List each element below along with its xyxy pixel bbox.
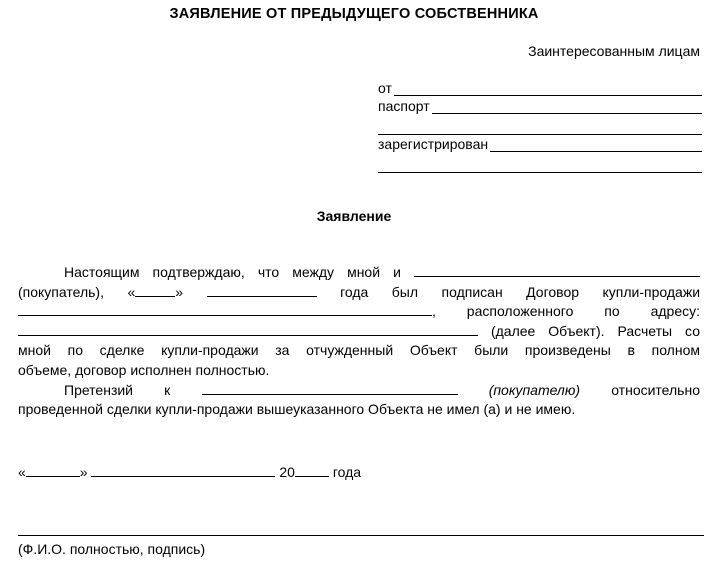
object-description-blank[interactable] [18,303,432,316]
registered-extra-blank[interactable] [378,159,702,173]
passport-extra-blank[interactable] [378,121,702,135]
date-year-blank[interactable] [295,464,329,477]
buyer-name-blank[interactable] [414,264,700,277]
body-line-7: Претензий к (покупателю) относительно [64,381,700,398]
object-address-blank[interactable] [18,323,478,336]
passport-field [378,96,702,114]
contract-day-blank[interactable] [135,284,175,297]
body-line-6: объеме, договор исполнен полностью. [18,361,270,378]
body-line-3: , расположенного по адресу: [18,302,700,322]
registered-field [378,134,702,152]
registered-blank[interactable] [490,138,702,152]
from-blank[interactable] [394,82,702,96]
signature-line[interactable] [18,535,704,536]
body-line-5: мной по сделке купли-продажи за отчужденный Объект были произведены в полном [18,342,700,359]
contract-month-blank[interactable] [207,284,317,297]
body-line-4: (далее Объект). Расчеты со [18,322,700,342]
from-label: от [378,80,392,96]
date-line: « » 20 года [18,464,362,480]
passport-blank[interactable] [432,100,702,114]
date-day-blank[interactable] [26,464,80,477]
statement-heading: Заявление [316,208,392,224]
body-line-8: проведенной сделки купли-продажи вышеуказанного Объекта не имел (а) и не имею. [18,401,576,418]
date-month-blank[interactable] [91,464,275,477]
passport-extra-field [378,117,702,135]
from-field [378,78,702,96]
signature-caption: (Ф.И.О. полностью, подпись) [18,541,206,557]
registered-label: зарегистрирован [378,136,489,152]
claim-buyer-blank[interactable] [202,382,458,395]
passport-label: паспорт [378,98,430,114]
statement-body [18,263,700,420]
registered-extra-field [378,155,702,173]
body-line-2: (покупатель), « » года был подписан Договор купли-продажи [18,283,701,300]
document-title: ЗАЯВЛЕНИЕ ОТ ПРЕДЫДУЩЕГО СОБСТВЕННИКА [169,6,539,22]
body-line-1: Настоящим подтверждаю, что между мной и [18,263,700,283]
addressee: Заинтересованным лицам [528,43,700,59]
